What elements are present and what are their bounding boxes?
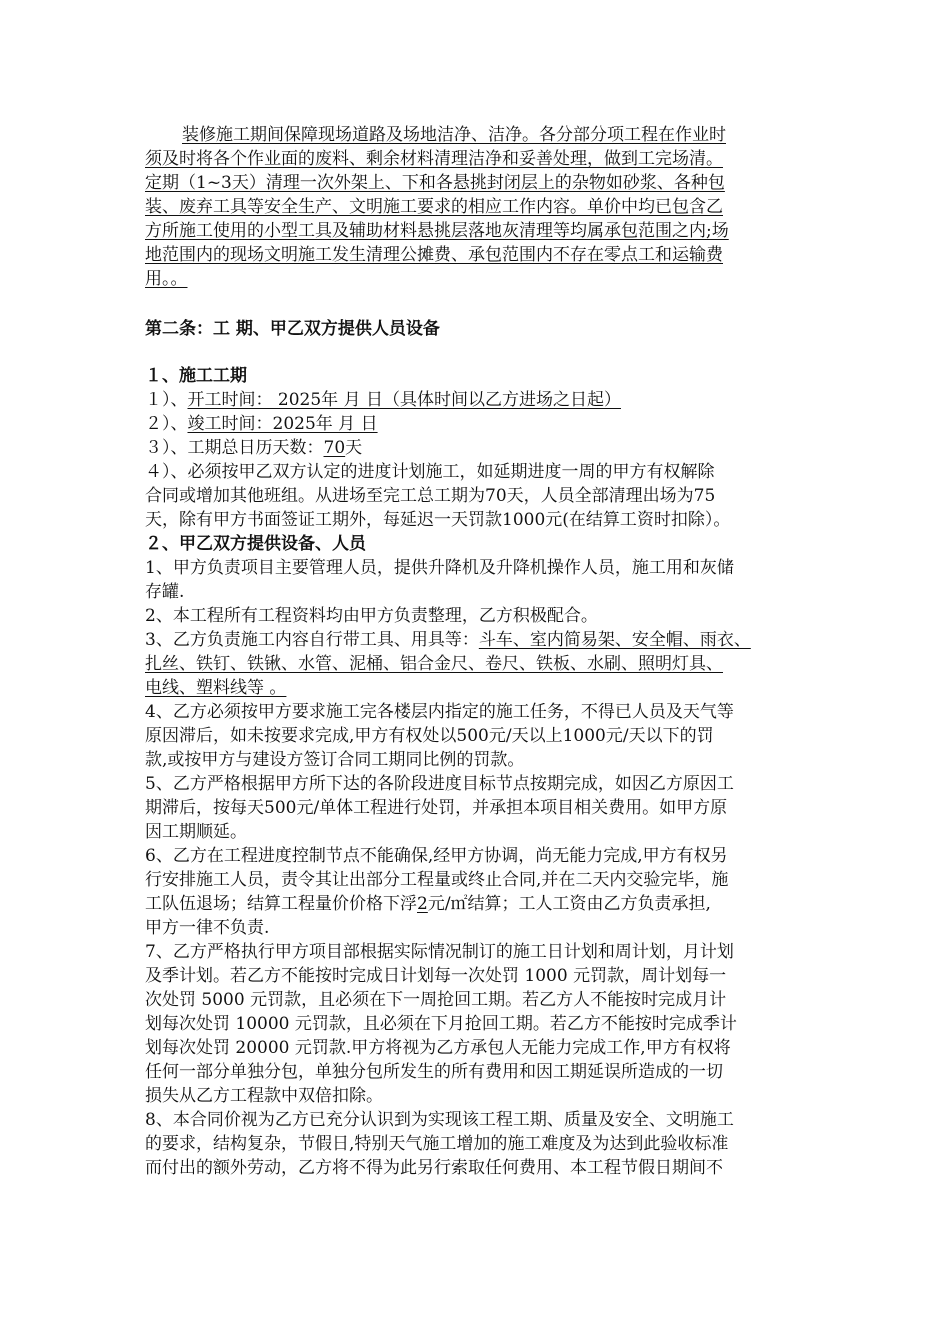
s2-p7-line-7: 损失从乙方工程款中双倍扣除。 <box>145 1086 383 1106</box>
para1-line-4: 装、废弃工具等安全生产、文明施工要求的相应工作内容。单价中均已包含乙 <box>145 197 723 217</box>
s2-p6-price-drop: 2 <box>417 894 428 914</box>
s2-p1-line-1: 1、甲方负责项目主要管理人员，提供升降机及升降机操作人员，施工用和灰储 <box>145 558 734 578</box>
s2-p7-line-4: 划每次处罚 10000 元罚款，且必须在下月抢回工期。若乙方不能按时完成季计 <box>145 1014 737 1034</box>
s2-p5-line-1: 5、乙方严格根据甲方所下达的各阶段进度目标节点按期完成，如因乙方原因工 <box>145 774 734 794</box>
s2-p4-line-1: 4、乙方必须按甲方要求施工完各楼层内指定的施工任务，不得已人员及天气等 <box>145 702 734 722</box>
item4-line-3: 天，除有甲方书面签证工期外，每延迟一天罚款1000元(在结算工资时扣除）。 <box>145 510 731 530</box>
s2-p6-l3-a: 工队伍退场；结算工程量价价格下浮 <box>145 894 417 914</box>
end-time-text: 竣工时间：2025年 月 日 <box>187 414 378 434</box>
section1-heading: １、施工工期 <box>145 366 247 386</box>
s2-p7-line-1: 7、乙方严格执行甲方项目部根据实际情况制订的施工日计划和周计划，月计划 <box>145 942 734 962</box>
start-time-text: 开工时间： 2025年 月 日（具体时间以乙方进场之日起） <box>187 390 621 410</box>
total-days-label: ３）、工期总日历天数： <box>145 438 324 458</box>
total-days-unit: 天 <box>345 438 363 458</box>
s2-p4-line-3: 款,或按甲方与建设方签订合同工期同比例的罚款。 <box>145 750 525 770</box>
s2-p2: 2、本工程所有工程资料均由甲方负责整理，乙方积极配合。 <box>145 606 598 626</box>
s2-p6-l3-b: 元/㎡结算；工人工资由乙方负责承担, <box>427 894 711 914</box>
s2-p7-line-5: 划每次处罚 20000 元罚款.甲方将视为乙方承包人无能力完成工作,甲方有权将 <box>145 1038 731 1058</box>
s2-p8-line-1: 8、本合同价视为乙方已充分认识到为实现该工程工期、质量及安全、文明施工 <box>145 1110 734 1130</box>
s2-p6-line-1: 6、乙方在工程进度控制节点不能确保,经甲方协调，尚无能力完成,甲方有权另 <box>145 846 728 866</box>
s2-p1-line-2: 存罐. <box>145 582 185 602</box>
item4-line-2: 合同或增加其他班组。从进场至完工总工期为70天，人员全部清理出场为75 <box>145 486 716 506</box>
end-time-label: ２）、 <box>145 414 188 434</box>
para1-line-5: 方所施工使用的小型工具及辅助材料悬挑层落地灰清理等均属承包范围之内;场 <box>145 221 729 241</box>
total-days-line <box>145 437 362 461</box>
para1-line-1: 装修施工期间保障现场道路及场地洁净、洁净。各分部分项工程在作业时 <box>182 125 726 145</box>
s2-p3-tools-1: 斗车、室内简易架、安全帽、雨衣、 <box>478 630 751 650</box>
para1-line-3: 定期（1~3天）清理一次外架上、下和各悬挑封闭层上的杂物如砂浆、各种包 <box>145 173 725 193</box>
s2-p3-tools-3: 电线、塑料线等 。 <box>145 678 287 698</box>
end-time-line <box>145 413 378 437</box>
s2-p6-line-4: 甲方一律不负责. <box>145 918 270 938</box>
para1-line-7: 用。。 <box>145 269 188 289</box>
start-time-label: １）、 <box>145 390 188 410</box>
s2-p3-tools-2: 扎丝、铁钉、铁锹、水管、泥桶、铝合金尺、卷尺、铁板、水刷、照明灯具、 <box>145 654 723 674</box>
total-days-value: 70 <box>323 438 346 458</box>
s2-p6-line-3 <box>145 893 711 917</box>
s2-p6-line-2: 行安排施工人员，责令其让出部分工程量或终止合同,并在二天内交验完毕，施 <box>145 870 729 890</box>
section2-heading: ２、甲乙双方提供设备、人员 <box>145 534 366 554</box>
article2-heading: 第二条：工 期、甲乙双方提供人员设备 <box>145 319 440 339</box>
s2-p5-line-2: 期滞后，按每天500元/单体工程进行处罚，并承担本项目相关费用。如甲方原 <box>145 798 728 818</box>
start-time-line <box>145 389 621 413</box>
s2-p3-line-1 <box>145 629 751 653</box>
item4-line-1: ４）、必须按甲乙双方认定的进度计划施工，如延期进度一周的甲方有权解除 <box>145 462 715 482</box>
s2-p8-line-3: 而付出的额外劳动，乙方将不得为此另行索取任何费用、本工程节假日期间不 <box>145 1158 723 1178</box>
s2-p5-line-3: 因工期顺延。 <box>145 822 247 842</box>
para1-line-6: 地范围内的现场文明施工发生清理公摊费、承包范围内不存在零点工和运输费 <box>145 245 723 265</box>
s2-p8-line-2: 的要求，结构复杂，节假日,特别天气施工增加的施工难度及为达到此验收标准 <box>145 1134 729 1154</box>
para1-line-2: 须及时将各个作业面的废料、剩余材料清理洁净和妥善处理，做到工完场清。 <box>145 149 723 169</box>
s2-p3-prefix: 3、乙方负责施工内容自行带工具、用具等： <box>145 630 479 650</box>
s2-p7-line-6: 任何一部分单独分包，单独分包所发生的所有费用和因工期延误所造成的一切 <box>145 1062 723 1082</box>
s2-p7-line-2: 及季计划。若乙方不能按时完成日计划每一次处罚 1000 元罚款，周计划每一 <box>145 966 727 986</box>
s2-p7-line-3: 次处罚 5000 元罚款，且必须在下一周抢回工期。若乙方人不能按时完成月计 <box>145 990 727 1010</box>
s2-p4-line-2: 原因滞后，如未按要求完成,甲方有权处以500元/天以上1000元/天以下的罚 <box>145 726 714 746</box>
